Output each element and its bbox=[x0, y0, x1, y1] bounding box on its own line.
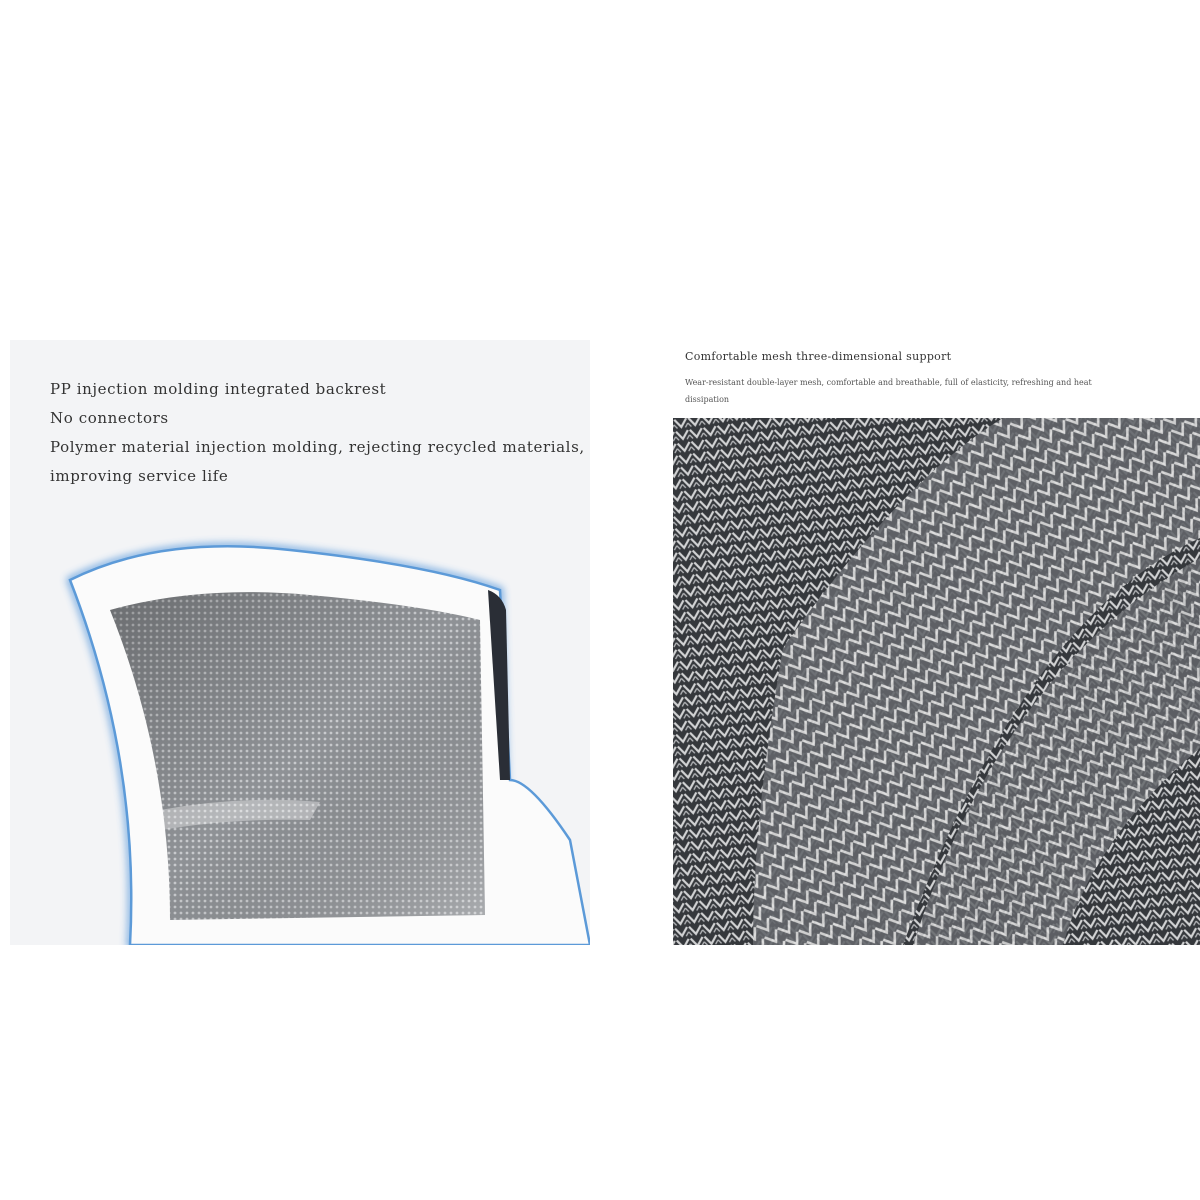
feature-line-1: PP injection molding integrated backrest bbox=[50, 380, 387, 398]
mesh-description: Wear-resistant double-layer mesh, comfortable and breathable, full of elasticity, refreshing and heat dissipation bbox=[685, 378, 1092, 404]
mesh-closeup-image bbox=[673, 418, 1200, 945]
mesh-detail-panel bbox=[673, 340, 1200, 945]
mesh-title: Comfortable mesh three-dimensional support bbox=[685, 350, 952, 363]
feature-line-4: improving service life bbox=[50, 467, 229, 485]
feature-line-3: Polymer material injection molding, rejecting recycled materials, bbox=[50, 438, 585, 456]
backrest-panel bbox=[10, 340, 590, 945]
feature-line-2: No connectors bbox=[50, 409, 169, 427]
backrest-image bbox=[10, 340, 590, 945]
